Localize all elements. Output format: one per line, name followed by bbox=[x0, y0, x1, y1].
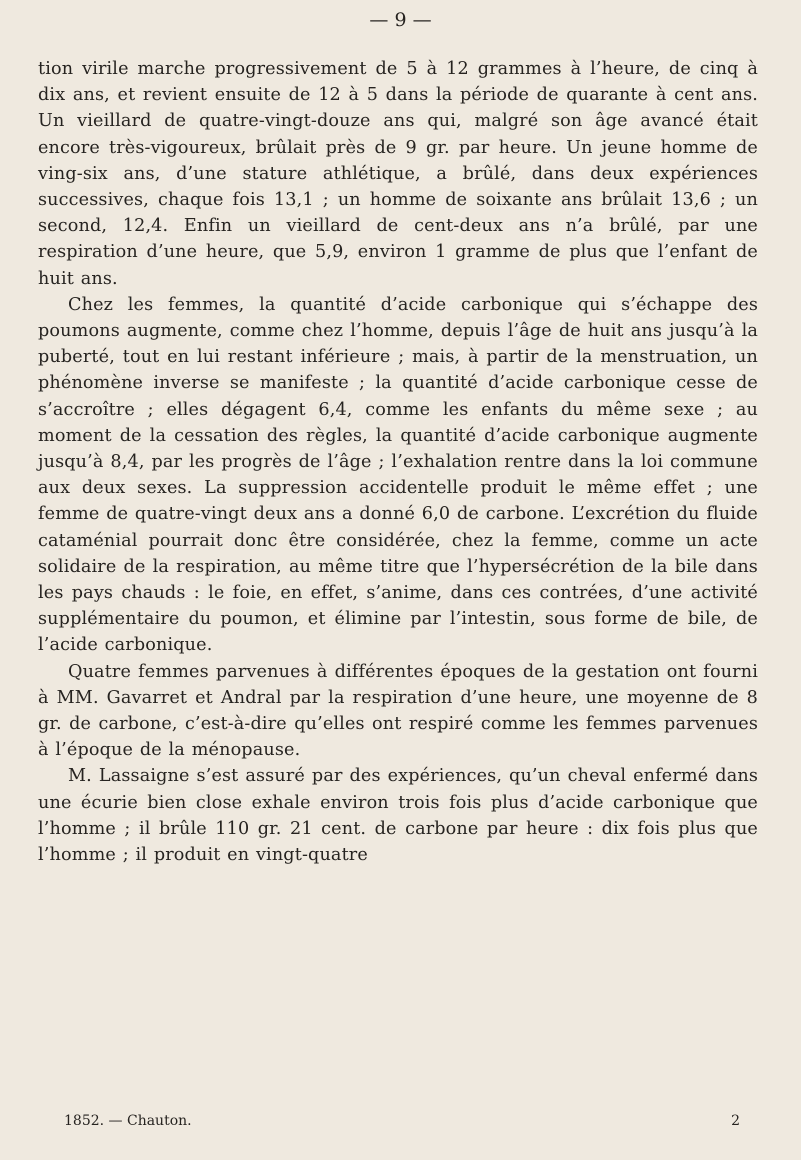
paragraph-4: M. Lassaigne s’est assuré par des expériences, qu’un cheval enfermé dans une écurie bien close exhale environ trois fois plus d’acide carbonique que l’homme ; il brûle 110 gr. 21 cent. de carbone par heure : dix fois plus que l’homme ; il produit en vingt-quatre bbox=[38, 766, 758, 866]
footer-signature: 1852. — Chauton. bbox=[64, 1113, 192, 1129]
paragraph-1: tion virile marche progressivement de 5 à 12 grammes à l’heure, de cinq à dix ans, et revient ensuite de 12 à 5 dans la période de quarante à cent ans. Un vieillard de quatre-vingt-douze ans qui, malgré son âge avancé était encore très-vigoureux, brûlait près de 9 gr. par heure. Un jeune homme de ving-six ans, d’une stature athlétique, a brûlé, dans deux expériences successives, chaque fois 13,1 ; un homme de soixante ans brûlait 13,6 ; un second, 12,4. Enfin un vieillard de cent-deux ans n’a brûlé, par une respiration d’une heure, que 5,9, environ 1 gramme de plus que l’enfant de huit ans. bbox=[38, 59, 758, 289]
paragraph-2: Chez les femmes, la quantité d’acide carbonique qui s’échappe des poumons augmente, comme chez l’homme, depuis l’âge de huit ans jusqu’à la puberté, tout en lui restant inférieure ; mais, à partir de la menstruation, un phénomène inverse se manifeste ; la quantité d’acide carbonique cesse de s’accroître ; elles dégagent 6,4, comme les enfants du même sexe ; au moment de la cessation des règles, la quantité d’acide carbonique augmente jusqu’à 8,4, par les progrès de l’âge ; l’exhalation rentre dans la loi commune aux deux sexes. La suppression accidentelle produit le même effet ; une femme de quatre-vingt deux ans a donné 6,0 de carbone. L’excrétion du fluide cataménial pourrait donc être considérée, chez la femme, comme un acte solidaire de la respiration, au même titre que l’hypersécrétion de la bile dans les pays chauds : le foie, en effet, s’anime, dans ces contrées, d’une activité supplémentaire du poumon, et élimine par l’intestin, sous forme de bile, de l’acide carbonique. bbox=[38, 294, 758, 656]
page-body bbox=[38, 56, 758, 868]
page-footer bbox=[64, 1113, 740, 1129]
page-number: — 9 — bbox=[369, 9, 432, 31]
footer-sheet-number: 2 bbox=[731, 1113, 740, 1129]
paragraph-3: Quatre femmes parvenues à différentes époques de la gestation ont fourni à MM. Gavarret et Andral par la respiration d’une heure, une moyenne de 8 gr. de carbone, c’est-à-dire qu’elles ont respiré comme les femmes parvenues à l’époque de la ménopause. bbox=[38, 661, 758, 761]
